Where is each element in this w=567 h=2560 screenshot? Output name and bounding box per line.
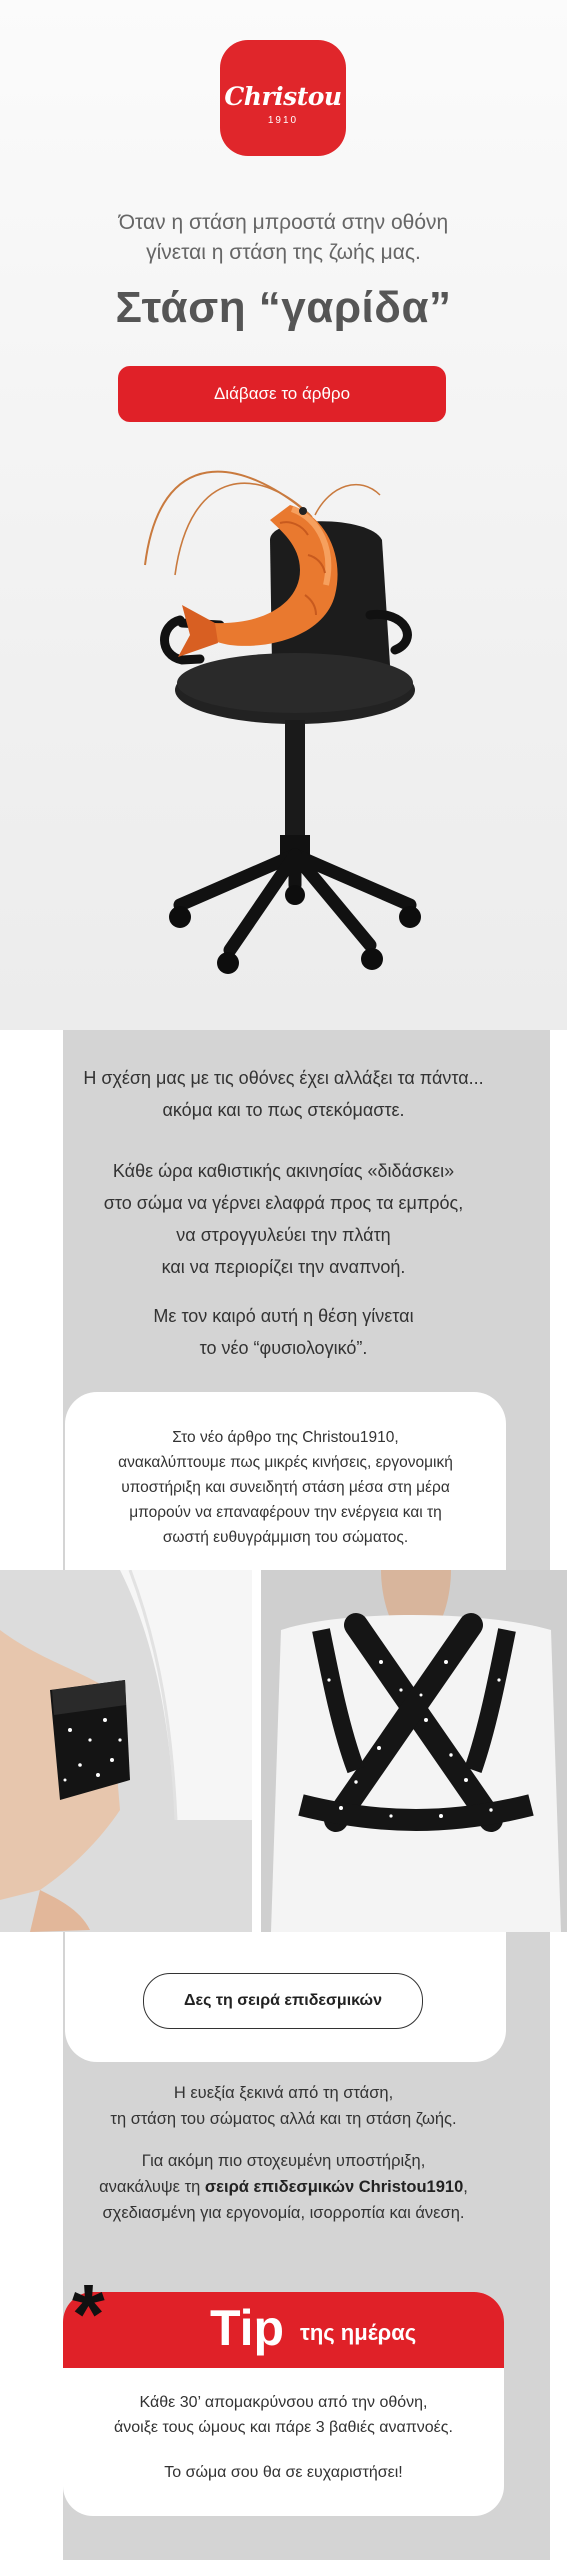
hero-subtitle-line: Όταν η στάση μπροστά στην οθόνη xyxy=(118,211,449,234)
text-line: τη στάση του σώματος αλλά και τη στάση ζωής. xyxy=(110,2110,457,2128)
outro-paragraph xyxy=(63,2080,504,2132)
hero-subtitle-line: γίνεται η στάση της ζωής μας. xyxy=(146,241,421,264)
card-text xyxy=(83,1425,488,1550)
tip-title: Tip xyxy=(210,2300,285,2356)
text-line: Στο νέο άρθρο της Christou1910, xyxy=(172,1429,399,1446)
asterisk-icon: * xyxy=(72,2267,105,2361)
text-line: Για ακόμη πιο στοχευμένη υποστήριξη, xyxy=(141,2152,426,2170)
intro-paragraph xyxy=(63,1300,504,1364)
text-line: στο σώμα να γέρνει ελαφρά προς τα εμπρός, xyxy=(103,1193,464,1213)
text-line: μπορούν να επαναφέρουν την ενέργεια και τη xyxy=(129,1504,442,1521)
text-line: Κάθε 30’ απομακρύνσου από την οθόνη, xyxy=(139,2394,428,2411)
intro-paragraph xyxy=(63,1062,504,1126)
text-line: ανακαλύπτουμε πως μικρές κινήσεις, εργονομική xyxy=(118,1454,453,1471)
shrimp-chair-image[interactable] xyxy=(120,445,460,1005)
text-line: ακόμα και το πως στεκόμαστε. xyxy=(162,1100,405,1120)
logo-year: 1910 xyxy=(267,115,299,126)
hero-subtitle xyxy=(40,208,527,268)
text-line: Η σχέση μας με τις οθόνες έχει αλλάξει τα πάντα... xyxy=(83,1068,484,1088)
outro-paragraph xyxy=(63,2148,504,2226)
hero-title: Στάση “γαρίδα” xyxy=(115,283,452,332)
text-line: άνοιξε τους ώμους και πάρε 3 βαθιές αναπνοές. xyxy=(114,2419,453,2436)
text-line: Με τον καιρό αυτή η θέση γίνεται xyxy=(153,1306,414,1326)
read-article-button[interactable]: Διάβασε το άρθρο xyxy=(118,366,446,422)
text-line: και να περιορίζει την αναπνοή. xyxy=(161,1257,406,1277)
tip-text xyxy=(83,2390,484,2440)
text-fragment: , xyxy=(463,2178,468,2196)
christou-logo[interactable] xyxy=(220,40,346,156)
wrist-brace-photo[interactable] xyxy=(0,1570,252,1932)
view-braces-button[interactable]: Δες τη σειρά επιδεσμικών xyxy=(143,1973,423,2029)
text-line: Κάθε ώρα καθιστικής ακινησίας «διδάσκει» xyxy=(112,1161,455,1181)
braces-series-link[interactable]: σειρά επιδεσμικών Christou1910 xyxy=(204,2178,464,2196)
tip-thanks: Το σώμα σου θα σε ευχαριστήσει! xyxy=(164,2464,403,2481)
text-line: το νέο “φυσιολογικό”. xyxy=(199,1338,368,1358)
text-fragment: ανακάλυψε τη xyxy=(99,2178,205,2196)
logo-wordmark: Christou xyxy=(224,82,342,111)
text-line: σωστή ευθυγράμμιση του σώματος. xyxy=(162,1529,409,1546)
posture-brace-photo[interactable] xyxy=(261,1570,567,1932)
tip-subtitle: της ημέρας xyxy=(300,2320,417,2345)
text-line: Η ευεξία ξεκινά από τη στάση, xyxy=(173,2084,394,2102)
text-line: υποστήριξη και συνειδητή στάση μέσα στη μέρα xyxy=(121,1479,450,1496)
text-line: σχεδιασμένη για εργονομία, ισορροπία και άνεση. xyxy=(102,2204,465,2222)
text-line xyxy=(63,2174,504,2200)
text-line: να στρογγυλεύει την πλάτη xyxy=(176,1225,391,1245)
intro-paragraph xyxy=(63,1155,504,1283)
